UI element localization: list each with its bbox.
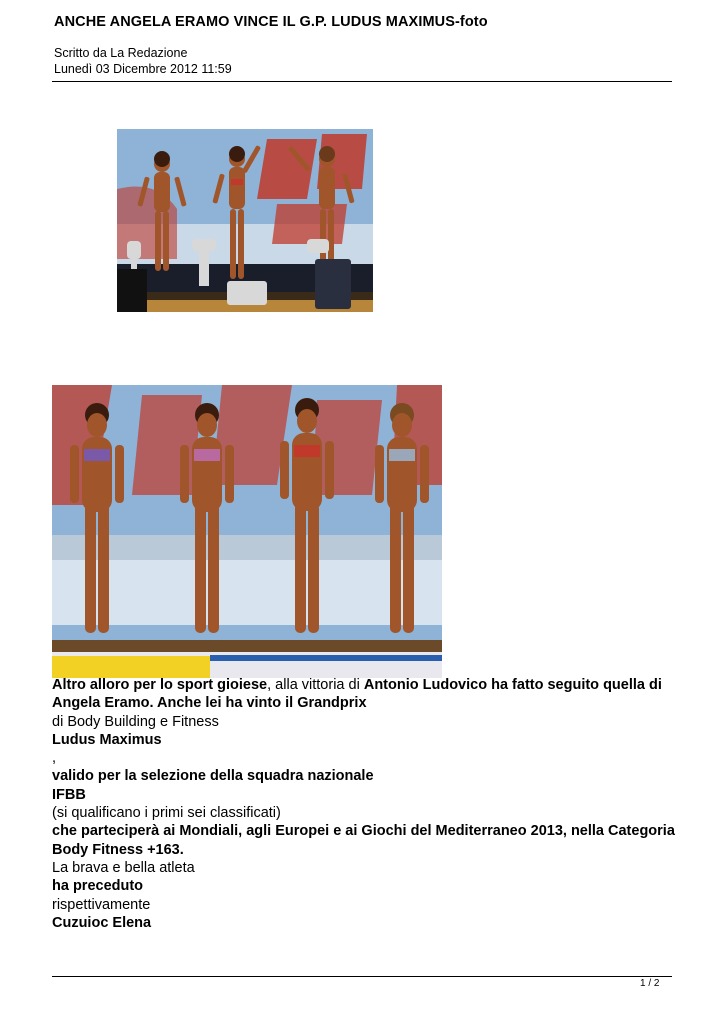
line-preceded: ha preceduto	[52, 878, 144, 895]
intro-bold-b: Antonio Ludovico ha fatto seguito quella di Angela Eramo. Anche lei ha vinto il Grandprix	[52, 677, 662, 712]
intro-normal: , alla vittoria di	[267, 677, 364, 693]
header-divider	[52, 81, 672, 82]
intro-bold-a: Altro alloro per lo sport gioiese	[52, 677, 268, 693]
line-category: di Body Building e Fitness	[52, 713, 219, 730]
article-intro	[52, 676, 677, 713]
author-line: Scritto da La Redazione	[54, 46, 188, 60]
line-comma: ,	[52, 750, 57, 767]
line-participate: che parteciperà ai Mondiali, agli Europei e ai Giochi del Mediterraneo 2013, nella Categoria Body Fitness +163.	[52, 823, 675, 858]
line-event: Ludus Maximus	[52, 731, 162, 748]
footer-divider	[52, 976, 672, 977]
line-athlete: La brava e bella atleta	[52, 859, 195, 876]
lineup-photo	[52, 385, 442, 678]
article-body	[52, 676, 677, 932]
podium-photo	[117, 129, 373, 312]
line-name: Cuzuioc Elena	[52, 914, 152, 931]
line-respectively: rispettivamente	[52, 896, 151, 913]
page-number: 1 / 2	[640, 978, 660, 989]
date-line: Lunedì 03 Dicembre 2012 11:59	[54, 62, 232, 76]
line-ifbb: IFBB	[52, 786, 86, 803]
line-qualify: (si qualificano i primi sei classificati)	[52, 805, 281, 822]
line-valid: valido per la selezione della squadra nazionale	[52, 768, 374, 785]
page-title: ANCHE ANGELA ERAMO VINCE IL G.P. LUDUS MAXIMUS-foto	[54, 14, 488, 30]
